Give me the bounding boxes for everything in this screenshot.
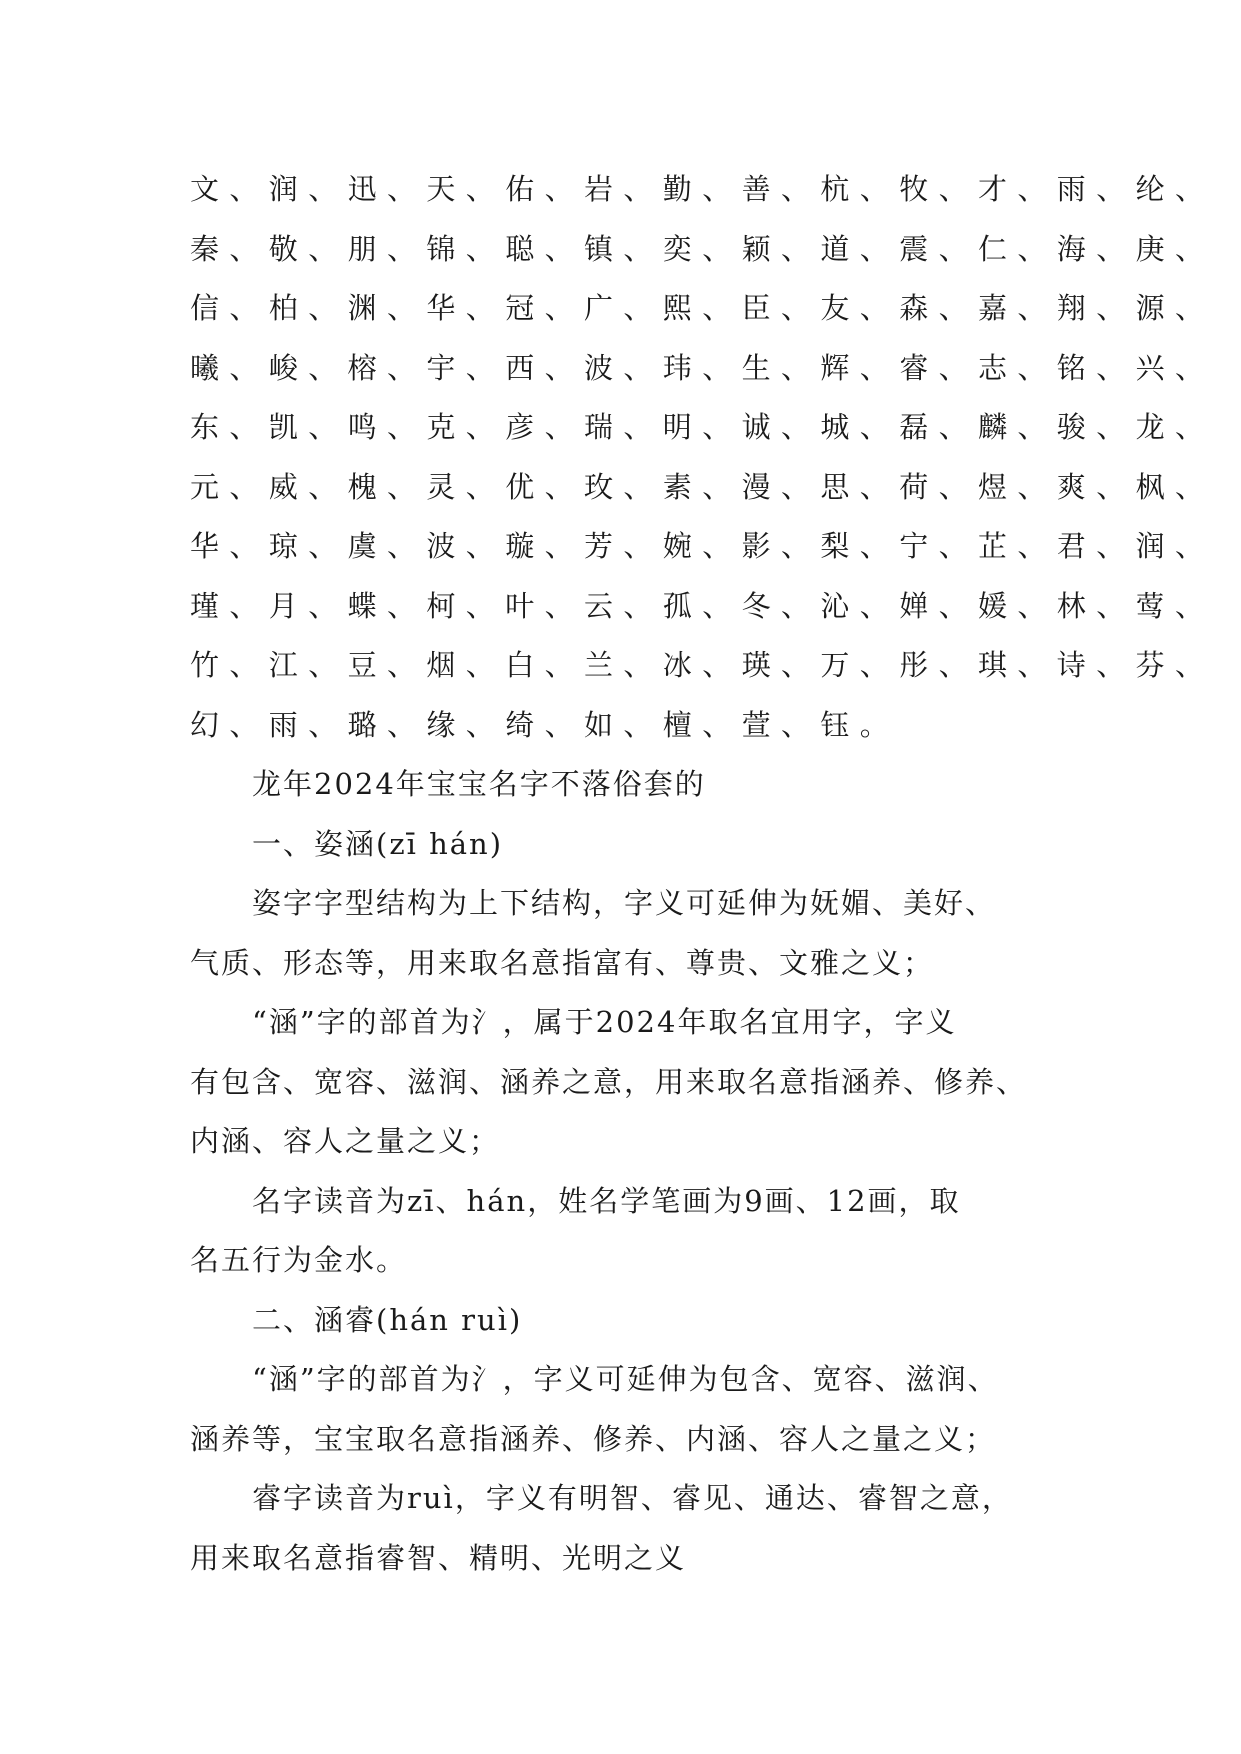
paragraph-line: 涵养等，宝宝取名意指涵养、修养、内涵、容人之量之义；	[190, 1421, 997, 1456]
section-heading: 龙年2024年宝宝名字不落俗套的	[252, 767, 706, 801]
paragraph-line: 睿字读音为ruì，字义有明智、睿见、通达、睿智之意，	[252, 1481, 1013, 1515]
name-char-row: 东、凯、鸣、克、彦、瑞、明、诚、城、磊、麟、骏、龙、	[190, 410, 1215, 444]
name-char-row: 瑾、月、蝶、柯、叶、云、孤、冬、沁、婵、媛、林、莺、	[190, 588, 1215, 623]
document-body	[190, 160, 1215, 1588]
name-char-row: 元、威、槐、灵、优、玫、素、漫、思、荷、煜、爽、枫、	[190, 469, 1215, 504]
paragraph-line: 内涵、容人之量之义；	[190, 1124, 501, 1158]
paragraph-line: 姿字字型结构为上下结构，字义可延伸为妩媚、美好、	[252, 886, 997, 920]
name-char-row: 华、琼、虞、波、璇、芳、婉、影、梨、宁、芷、君、润、	[190, 529, 1215, 563]
name-char-row: 文、润、迅、天、佑、岩、勤、善、杭、牧、才、雨、纶、	[190, 172, 1215, 206]
paragraph-line: “涵”字的部首为氵，字义可延伸为包含、宽容、滋润、	[252, 1362, 999, 1396]
name-char-row: 信、柏、渊、华、冠、广、熙、臣、友、森、嘉、翔、源、	[190, 291, 1215, 325]
paragraph-line: 气质、形态等，用来取名意指富有、尊贵、文雅之义；	[190, 945, 935, 980]
name-char-row: 幻、雨、璐、缘、绮、如、檀、萱、钰。	[190, 707, 900, 742]
paragraph-line: “涵”字的部首为氵，属于2024年取名宜用字，字义	[252, 1005, 957, 1039]
name-entry-title: 二、涵睿(hán ruì)	[252, 1302, 523, 1337]
name-char-row: 竹、江、豆、烟、白、兰、冰、瑛、万、彤、琪、诗、芬、	[190, 648, 1215, 682]
paragraph-line: 用来取名意指睿智、精明、光明之义	[190, 1540, 687, 1575]
paragraph-line: 名五行为金水。	[190, 1243, 408, 1277]
name-char-row: 秦、敬、朋、锦、聪、镇、奕、颖、道、震、仁、海、庚、	[190, 231, 1215, 266]
name-entry-title: 一、姿涵(zī hán)	[252, 826, 504, 861]
paragraph-line: 名字读音为zī、hán，姓名学笔画为9画、12画，取	[252, 1183, 961, 1218]
paragraph-line: 有包含、宽容、滋润、涵养之意，用来取名意指涵养、修养、	[190, 1064, 1028, 1099]
name-char-row: 曦、峻、榕、宇、西、波、玮、生、辉、睿、志、铭、兴、	[190, 350, 1215, 385]
